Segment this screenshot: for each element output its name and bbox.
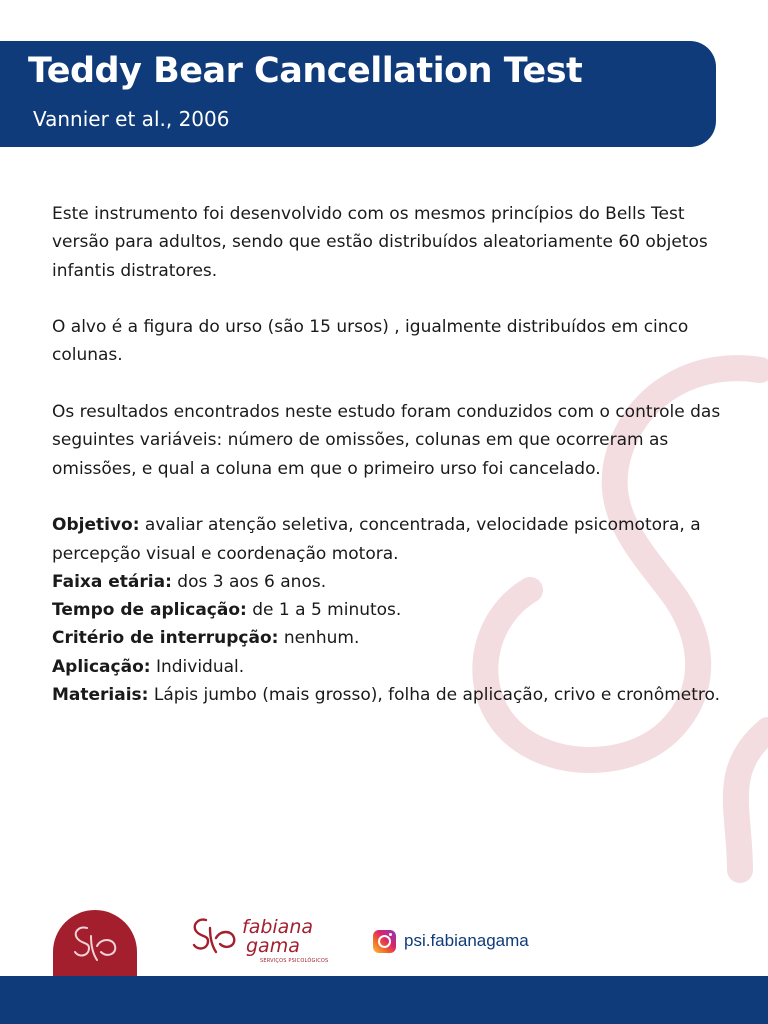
instagram-link[interactable] xyxy=(373,929,529,953)
brand-badge xyxy=(53,910,137,976)
detail-label: Objetivo: xyxy=(52,515,140,536)
brand-name-line1: fabiana xyxy=(242,916,313,938)
detail-value: de 1 a 5 minutos. xyxy=(246,600,402,621)
detail-label: Materiais: xyxy=(52,685,149,706)
instagram-handle[interactable]: psi.fabianagama xyxy=(404,931,529,950)
brand-logo xyxy=(190,914,330,970)
detail-label: Critério de interrupção: xyxy=(52,628,279,649)
detail-interruption xyxy=(52,624,742,652)
paragraph-target: O alvo é a figura do urso (são 15 ursos) , igualmente distribuídos em cinco colunas. xyxy=(52,317,689,366)
brand-name-line2: gama xyxy=(246,935,300,957)
page-subtitle: Vannier et al., 2006 xyxy=(33,107,230,131)
brand-monogram-icon xyxy=(67,922,123,966)
detail-label: Aplicação: xyxy=(52,656,151,677)
instagram-icon xyxy=(373,930,396,953)
detail-duration xyxy=(52,596,742,624)
detail-materials xyxy=(52,681,742,709)
details-list xyxy=(52,511,742,709)
detail-value: nenhum. xyxy=(278,628,360,649)
detail-value: dos 3 aos 6 anos. xyxy=(171,571,327,592)
paragraph-description: Este instrumento foi desenvolvido com os mesmos princípios do Bells Test versão para adultos, sendo que estão distribuídos aleatoriamente 60 objetos infantis distratores. xyxy=(52,204,708,281)
detail-application xyxy=(52,653,742,681)
detail-label: Faixa etária: xyxy=(52,571,172,592)
brand-tagline: SERVIÇOS PSICOLÓGICOS xyxy=(260,958,329,964)
detail-value: Lápis jumbo (mais grosso), folha de aplicação, crivo e cronômetro. xyxy=(148,685,721,706)
page-title: Teddy Bear Cancellation Test xyxy=(28,51,583,91)
brand-mark-icon xyxy=(190,916,240,956)
paragraph-results: Os resultados encontrados neste estudo foram conduzidos com o controle das seguintes variáveis: número de omissões, colunas em que ocorreram as omissões, e qual a coluna em que o primeiro urso foi cancelado. xyxy=(52,402,721,479)
footer-bar xyxy=(0,976,768,1024)
detail-label: Tempo de aplicação: xyxy=(52,600,247,621)
detail-value: Individual. xyxy=(150,656,245,677)
detail-age-range xyxy=(52,568,742,596)
brand-name xyxy=(242,918,313,956)
header-banner xyxy=(0,41,716,147)
main-content xyxy=(52,200,742,709)
detail-value: avaliar atenção seletiva, concentrada, velocidade psicomotora, a percepção visual e coordenação motora. xyxy=(52,515,701,564)
detail-objective xyxy=(52,511,742,568)
